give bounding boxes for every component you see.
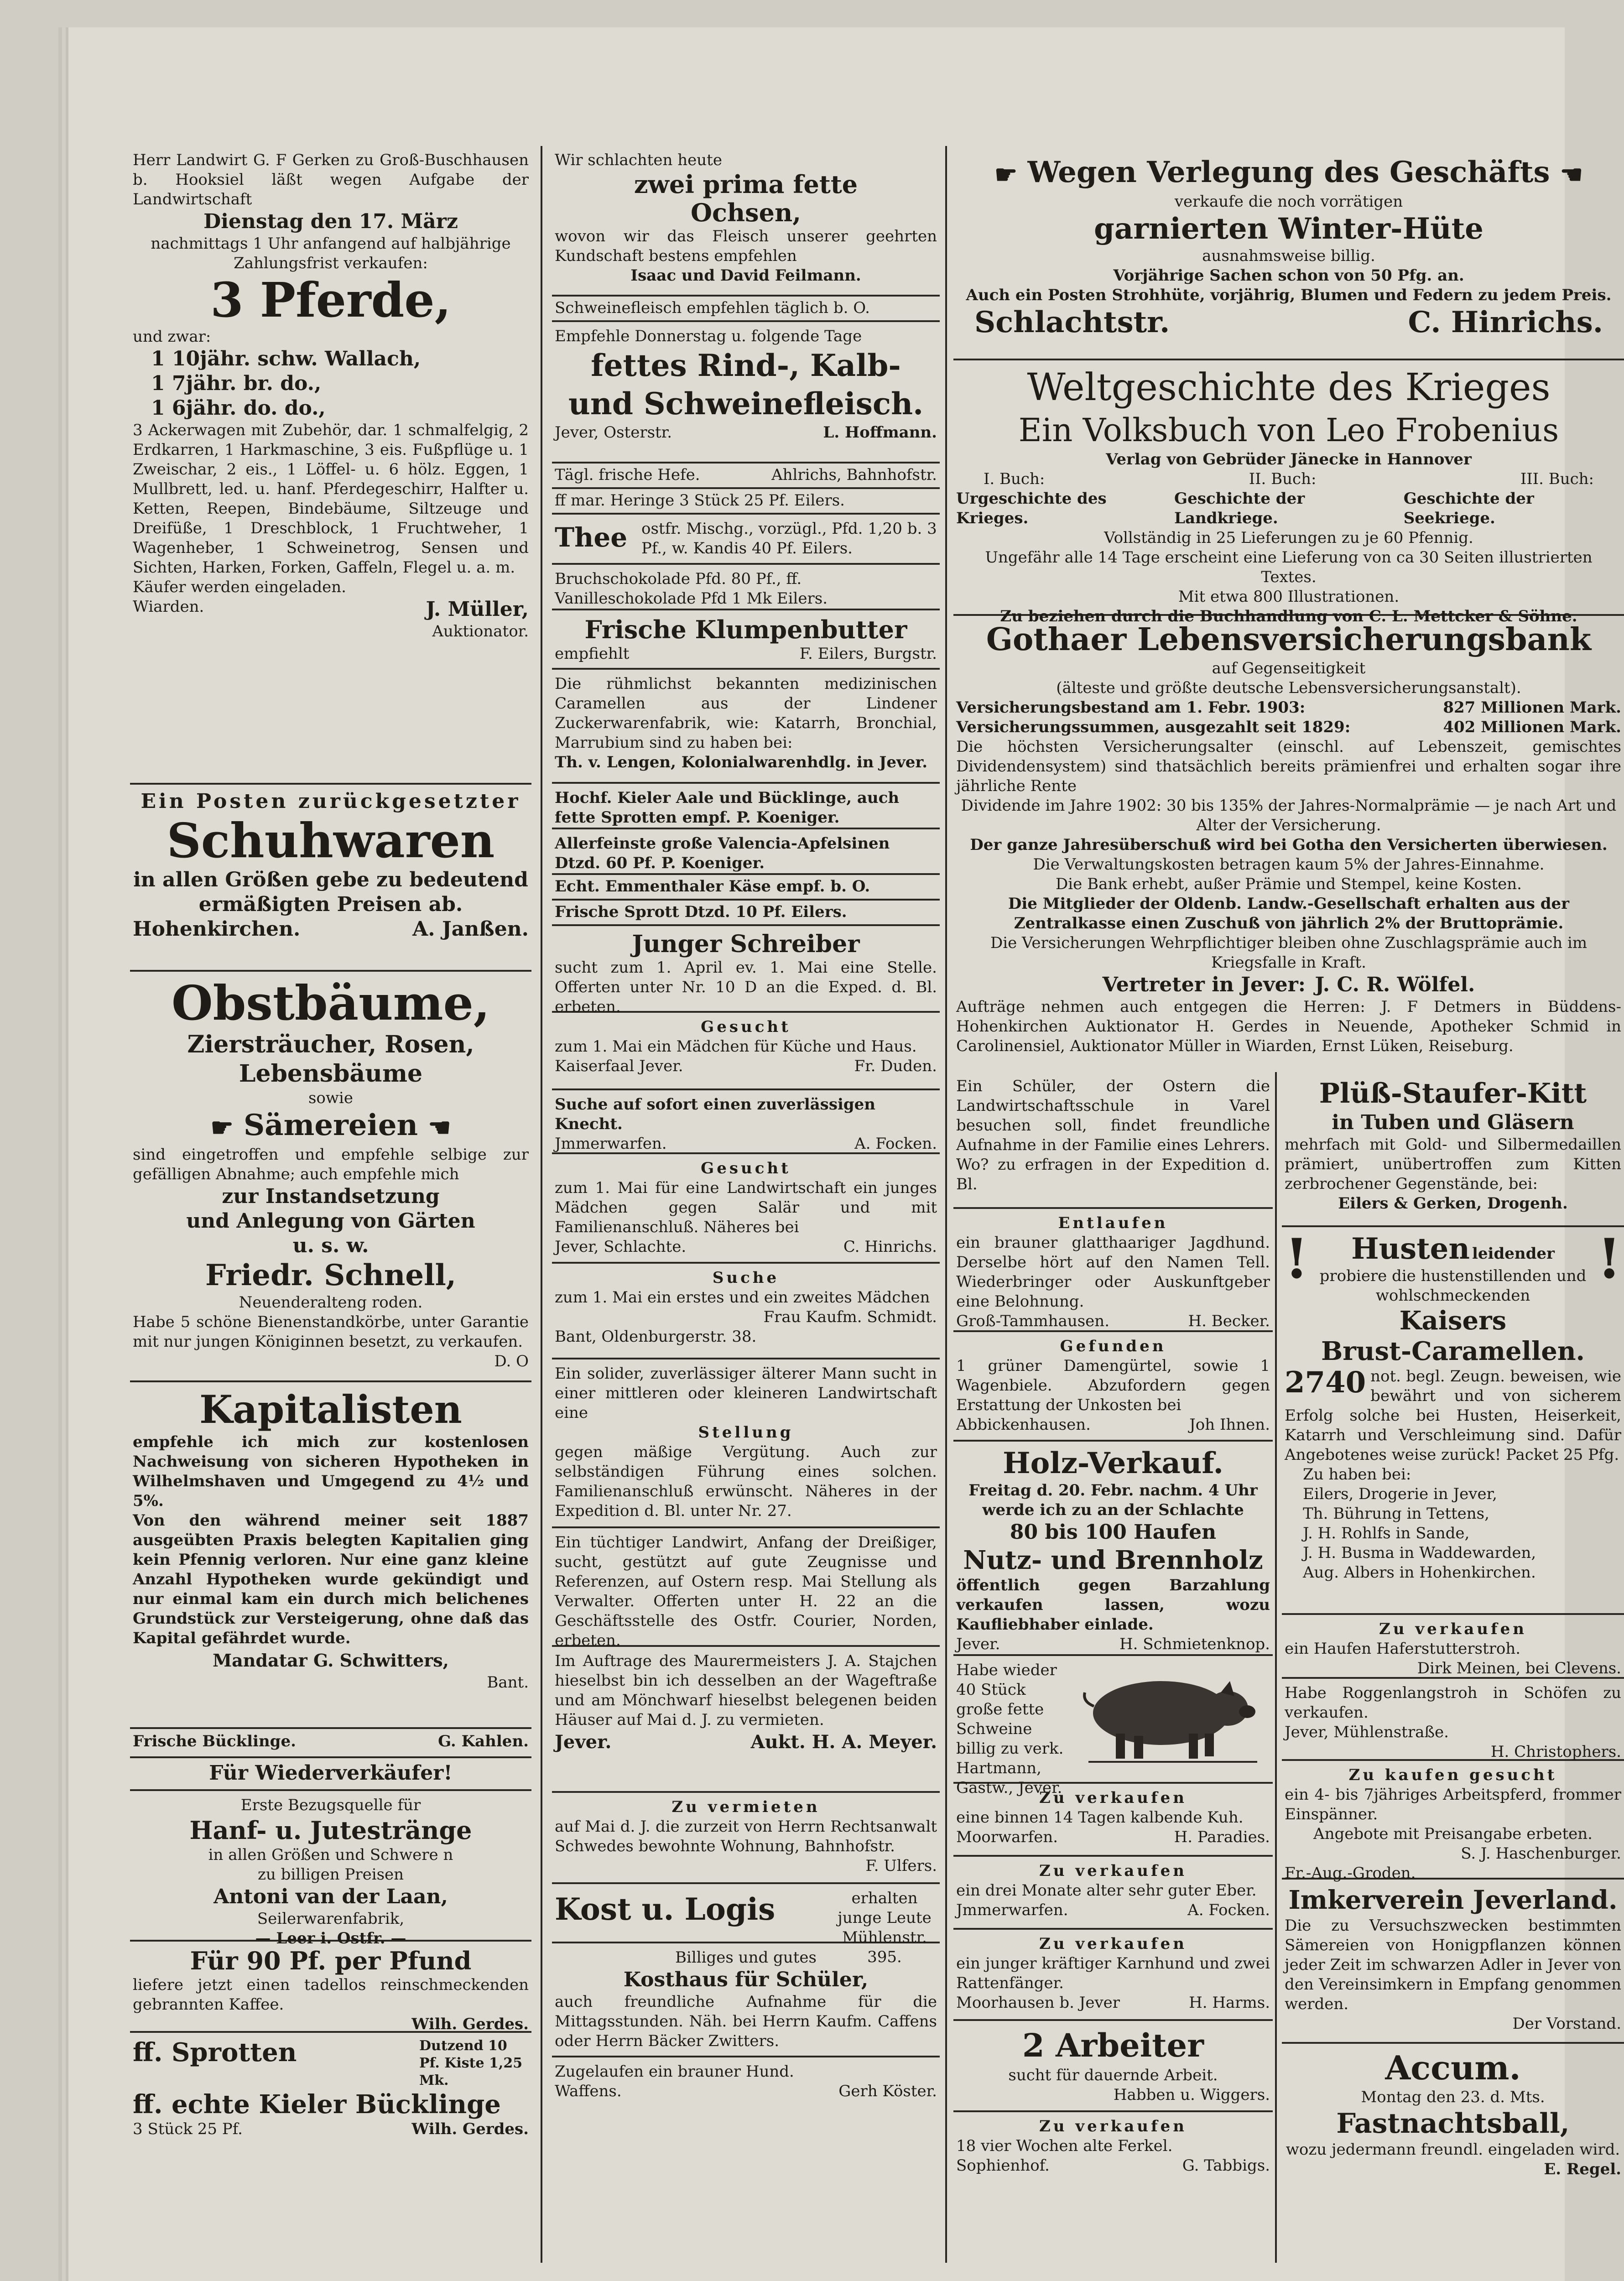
ad-title: ff. echte Kieler Bücklinge: [133, 2089, 501, 2120]
pointing-hand-icon: ☚: [428, 1112, 451, 1143]
ad-text: Ziersträucher, Rosen,: [187, 1031, 474, 1058]
ad-text: Ungefähr alle 14 Tage erscheint eine Lieferung von ca 30 Seiten illustrierten Textes.: [985, 548, 1593, 586]
ad-text: Versicherungssummen, ausgezahlt seit 1829:: [956, 718, 1351, 736]
ad-text: verkaufe die noch vorrätigen: [1174, 192, 1403, 211]
ad-gesucht-kaiserfaal: [552, 1013, 940, 1090]
ad-text: empfiehlt: [555, 645, 630, 663]
ad-signature: F. Eilers, Burgstr.: [799, 645, 937, 663]
ad-text: ein Haufen Haferstutterstroh.: [1285, 1640, 1521, 1658]
ad-subtitle: garnierten Winter-Hüte: [1094, 211, 1483, 246]
ad-text: not. begl. Zeugn. beweisen, wie bewährt und von sicherem Erfolg solche bei Husten, Heiserkeit, Katarrh und Verschleimung sind. Dafür Angebotenes weise zurück! Packet 25 Pfg.: [1285, 1367, 1621, 1464]
ad-husten: [1282, 1227, 1624, 1615]
ad-text: Die höchsten Versicherungsalter (einschl. auf Lebenszeit, gemischtes Dividendensystem) sind thatsächlich bereits prämienfrei und erhalten sogar ihre jährliche Rente: [956, 738, 1621, 795]
ad-text: Zu haben bei:: [1303, 1465, 1411, 1484]
ad-text: Ein tüchtiger Landwirt, Anfang der Dreißiger, sucht, gestützt auf gute Zeugnisse und Referenzen, auf Ostern resp. Mai Stellung als Verwalter. Offerten unter H. 22 an die Geschäftsstelle des Ostfr. Courier, Norden, erbeten.: [555, 1533, 937, 1650]
ad-text: liefere jetzt einen tadellos reinschmeckenden gebrannten Kaffee.: [133, 1976, 529, 2014]
ad-title: Gesucht: [701, 1159, 791, 1177]
ad-text: Hochf. Kieler Aale und Bücklinge, auch fette Sprotten empf. P. Koeniger.: [555, 789, 900, 827]
ad-signature: C. Hinrichs.: [1408, 305, 1603, 339]
ad-date: Dienstag den 17. März: [203, 210, 458, 233]
ad-text: Die Versicherungen Wehrpflichtiger bleiben ohne Zuschlagsprämie auch im Kriegsfalle in Kraft.: [990, 934, 1588, 972]
ad-title: Zu verkaufen: [1039, 1935, 1187, 1953]
ad-kahlen: [130, 1729, 531, 1758]
ad-text: Die Verwaltungskosten betragen kaum 5% der Jahres-Einnahme.: [1033, 855, 1545, 874]
ad-signature: A. Focken.: [854, 1135, 937, 1153]
ad-title: und Schweinefleisch.: [568, 386, 924, 422]
book-label: II. Buch:: [1249, 470, 1317, 488]
ad-subtitle: Sämereien: [243, 1108, 418, 1142]
ad-value: 827 Millionen Mark.: [1443, 698, 1621, 717]
ad-gefunden: [953, 1332, 1273, 1442]
ad-schweinefleisch-oa: [552, 297, 940, 322]
ad-text: 1 grüner Damengürtel, sowie 1 Wagenbiele. Abzufordern gegen Erstattung der Unkosten bei: [956, 1357, 1270, 1414]
dealer-item: J. H. Rohlfs in Sande,: [1303, 1524, 1470, 1542]
ad-knecht: [552, 1090, 940, 1154]
ad-title: Kosthaus für Schüler,: [623, 1968, 869, 1991]
ad-title: Für 90 Pf. per Pfund: [190, 1946, 472, 1975]
ad-text: probiere die hustenstillenden und wohlschmeckenden: [1319, 1267, 1587, 1305]
ad-text: auf Gegenseitigkeit: [1212, 659, 1366, 677]
ad-thee: [552, 515, 940, 565]
ad-place: Hohenkirchen.: [133, 917, 301, 941]
ad-signature: Isaac und David Feilmann.: [630, 266, 861, 285]
newspaper-page: [68, 27, 1621, 2281]
ad-list: 3 Ackerwagen mit Zubehör, dar. 1 schmalfelgig, 2 Erdkarren, 1 Harkmaschine, 3 eis. Fußpflüge u. 1 Zweischar, 2 eis., 1 Löffel- u. 6 hölz. Eggen, 1 Mullbrett, led. u. hanf. Pferdegeschirr, Halfter u. Ketten, Reepen, Bindebäume, Siltzeuge und Dreifüße, 1 Dreschblock, 1 Fruchtweher, 1 Wagenheber, 1 Schweinetrog, Sensen und Sichten, Harken, Forken, Gaffeln, Flegel u. a. m.: [133, 421, 529, 577]
ad-text: Die Bank erhebt, außer Prämie und Stempel, keine Kosten.: [1056, 875, 1522, 893]
ad-time: nachmittags 1 Uhr anfangend auf halbjährige Zahlungsfrist verkaufen:: [151, 234, 511, 272]
ad-signature: Fr. Duden.: [854, 1057, 937, 1075]
ad-title: Accum.: [1385, 2048, 1521, 2087]
ad-text: Tägl. frische Hefe.: [555, 466, 700, 484]
ad-title: Suche: [712, 1269, 780, 1287]
exclamation-icon: !: [1597, 1227, 1621, 1291]
ad-subtitle: Nutz- und Brennholz: [963, 1545, 1263, 1575]
ad-text: erhalten junge Leute: [838, 1889, 932, 1927]
ad-sprotten: [130, 2033, 531, 2138]
ad-text: ein brauner glatthaariger Jagdhund. Derselbe hört auf den Namen Tell. Wiederbringer oder Auskunftgeber eine Belohnung.: [956, 1234, 1270, 1311]
ad-place: Wiarden.: [133, 598, 204, 616]
horse-item: 1 7jähr. br. do.,: [151, 372, 322, 395]
ad-place: Sophienhof.: [956, 2156, 1050, 2175]
ad-text: Lebensbäume: [239, 1060, 423, 1088]
ad-title: Junger Schreiber: [632, 930, 860, 958]
ad-text: eine binnen 14 Tagen kalbende Kuh.: [956, 1808, 1244, 1827]
ad-text: Freitag d. 20. Febr. nachm. 4 Uhr werde ich zu an der Schlachte: [968, 1481, 1258, 1519]
ad-text: Billiges und gutes: [675, 1948, 817, 1967]
ad-karnhund: [953, 1930, 1273, 2021]
ad-weltgeschichte: [953, 360, 1624, 625]
ad-suche: [552, 1264, 940, 1359]
ad-roggenstroh: [1282, 1679, 1624, 1761]
ad-title: Für Wiederverkäufer!: [209, 1761, 453, 1785]
ad-title: Thee: [555, 522, 628, 553]
ad-text: in Tuben und Gläsern: [1332, 1111, 1574, 1134]
ad-title: fettes Rind-, Kalb-: [591, 348, 901, 383]
column-rule: [945, 146, 947, 2263]
ad-text: Dutzend 10 Pf. Kiste 1,25 Mk.: [419, 2038, 523, 2088]
ad-title: Plüß-Staufer-Kitt: [1319, 1078, 1587, 1109]
ad-name: Friedr. Schnell,: [205, 1258, 457, 1292]
ad-text: 3 Stück 25 Pf.: [133, 2120, 243, 2138]
ad-text: und Anlegung von Gärten: [186, 1209, 475, 1233]
ad-subtitle: Fastnachtsball,: [1336, 2108, 1570, 2140]
ad-accum: [1282, 2044, 1624, 2181]
ad-arbeitspferd: [1282, 1761, 1624, 1880]
column-4: [953, 1072, 1273, 2263]
ad-title: Gefunden: [1060, 1337, 1166, 1355]
ad-title: Wegen Verlegung des Geschäfts: [1027, 155, 1550, 189]
pointing-hand-icon: ☛: [210, 1112, 234, 1143]
column-rule: [1275, 1072, 1277, 2263]
ad-signature: C. Hinrichs.: [843, 1238, 937, 1256]
ad-signature: J. C. R. Wölfel.: [1315, 973, 1475, 996]
ad-text: Vollständig in 25 Lieferungen zu je 60 Pfennig.: [1104, 529, 1473, 547]
ad-text: 18 vier Wochen alte Ferkel.: [956, 2137, 1173, 2155]
ad-signature: F. Ulfers.: [865, 1857, 937, 1875]
ad-schweine: [953, 1656, 1273, 1797]
ad-text: Empfehle Donnerstag u. folgende Tage: [555, 327, 862, 345]
ad-place: Jever.: [956, 1635, 1000, 1653]
ad-haferstroh: [1282, 1615, 1624, 1679]
ad-text: zum 1. Mai für eine Landwirtschaft ein junges Mädchen gegen Salär und mit Familienanschluß. Näheres bei: [555, 1179, 937, 1236]
ad-text: Erste Bezugsquelle für: [240, 1796, 421, 1814]
ad-vermieten: [552, 1793, 940, 1884]
ad-title: Holz-Verkauf.: [1003, 1446, 1223, 1480]
ad-title: Imkerverein Jeverland.: [1288, 1885, 1618, 1915]
ad-subtitle: Ein Volksbuch von Leo Frobenius: [1018, 411, 1559, 449]
ad-signature: Gerh Köster.: [838, 2082, 937, 2100]
ad-signature: G. Kahlen.: [438, 1732, 529, 1750]
ad-text: gegen mäßige Vergütung. Auch zur selbständigen Führung eines solchen. Familienanschluß erwünscht. Näheres in der Expedition d. Bl. unter Nr. 27.: [555, 1443, 937, 1520]
ad-title: Zu verkaufen: [1039, 1862, 1187, 1880]
horse-item: 1 10jähr. schw. Wallach,: [151, 347, 421, 370]
ad-hinrichs-huete: [953, 151, 1624, 360]
ad-text: auch freundliche Aufnahme für die Mittagsstunden. Näh. bei Herrn Kaufm. Caffens oder Herrn Bäcker Zwitters.: [555, 1993, 937, 2050]
ad-signature-role: Auktionator.: [432, 622, 529, 641]
ad-signature: H. Christophers.: [1490, 1743, 1621, 1761]
ad-title: Husten: [1351, 1232, 1470, 1266]
ad-entlaufen: [953, 1209, 1273, 1332]
ad-text: 80 bis 100 Haufen: [1010, 1521, 1217, 1544]
ad-kaffee: [130, 1942, 531, 2033]
ad-obstbaeume: [130, 972, 531, 1382]
book-title: Urgeschichte des Krieges.: [956, 490, 1107, 527]
ad-text: Allerfeinste große Valencia-Apfelsinen Dtzd. 60 Pf. P. Koeniger.: [555, 834, 890, 872]
ad-text: öffentlich gegen Barzahlung verkaufen lassen, wozu Kaufliebhaber einlade.: [956, 1576, 1270, 1634]
ad-signature: Hartmann, Gastw., Jever.: [956, 1759, 1062, 1797]
ad-title: Stellung: [698, 1423, 794, 1442]
book-label: I. Buch:: [984, 470, 1045, 488]
ad-text: Frische Bücklinge.: [133, 1732, 296, 1750]
ad-text: Frische Sprott Dtzd. 10 Pf. Eilers.: [555, 903, 847, 921]
ad-title: Schuhwaren: [167, 812, 495, 869]
ad-text: (älteste und größte deutsche Lebensversicherungsanstalt).: [1056, 679, 1521, 697]
ad-schuhwaren: [130, 785, 531, 972]
ad-gesucht-hinrichs: [552, 1154, 940, 1264]
ad-text: wozu jedermann freundl. eingeladen wird.: [1286, 2140, 1620, 2159]
ad-signature: A. Focken.: [1187, 1901, 1270, 1919]
ad-name: Antoni van der Laan,: [213, 1885, 448, 1908]
ad-text: Ein Schüler, der Ostern die Landwirtschaftsschule in Varel besuchen soll, findet freundliche Aufnahme in der Familie eines Lehrers. Wo? zu erfragen in der Expedition d. Bl.: [956, 1077, 1270, 1193]
ad-text: Von den während meiner seit 1887 ausgeübten Praxis belegten Kapitalien ging kein Pfennig verloren. Nur eine ganz kleine Anzahl Hypotheken wurde gekündigt und nur einmal kam ein durch mich belichenes Grundstück zur Versteigerung, ohne daß das Kapital gefährdet wurde.: [133, 1511, 529, 1647]
ad-gerken-auction: [130, 146, 531, 785]
ad-place: Jmmerwarfen.: [956, 1901, 1068, 1919]
ad-text: sucht zum 1. April ev. 1. Mai eine Stelle. Offerten unter Nr. 10 D an die Exped. d. Bl. erbeten.: [555, 958, 937, 1016]
book-title: Geschichte der Seekriege.: [1403, 490, 1534, 527]
column-5: [1282, 1072, 1624, 2263]
ad-title: Weltgeschichte des Krieges: [1027, 366, 1551, 409]
ad-text: leidender: [1472, 1245, 1555, 1263]
ad-place: Waffens.: [555, 2082, 622, 2100]
ad-title: Frische Klumpenbutter: [584, 615, 907, 644]
ad-hoffmann: [552, 322, 940, 463]
ad-hund: [552, 2057, 940, 2112]
ad-caramellen: [552, 670, 940, 784]
ad-text: Seilerwarenfabrik,: [257, 1910, 405, 1928]
ad-signature: Th. v. Lengen, Kolonialwarenhdlg. in Jever.: [555, 753, 928, 771]
pig-illustration: [1070, 1661, 1262, 1770]
ad-place: Fr.-Aug.-Groden.: [1285, 1864, 1416, 1882]
ad-text: Angebote mit Preisangabe erbeten.: [1313, 1825, 1593, 1843]
ad-signature: G. Tabbigs.: [1182, 2156, 1270, 2175]
ad-gothaer: [953, 616, 1624, 1068]
ad-aale: [552, 784, 940, 829]
book-label: III. Buch:: [1520, 470, 1594, 488]
ad-signature: Eilers & Gerken, Drogenh.: [1338, 1194, 1568, 1213]
ad-signature: L. Hoffmann.: [823, 423, 937, 442]
ad-kaese: [552, 875, 940, 901]
ad-signature: A. Janßen.: [412, 917, 529, 941]
ad-text: in allen Größen und Schwere n: [208, 1846, 453, 1864]
ad-place: Moorhausen b. Jever: [956, 1994, 1120, 2012]
ad-title: 2 Arbeiter: [1022, 2026, 1204, 2064]
pointing-hand-icon: ☚: [1560, 159, 1583, 190]
ad-kitt: [1282, 1072, 1624, 1227]
ad-title: Ochsen,: [691, 198, 801, 227]
ad-ferkel: [953, 2112, 1273, 2185]
ad-text: Ein solider, zuverlässiger älterer Mann sucht in einer mittleren oder kleineren Landwirtschaft eine: [555, 1364, 937, 1422]
ad-text: wovon wir das Fleisch unserer geehrten Kundschaft bestens empfehlen: [555, 227, 937, 265]
ad-text: Der ganze Jahresüberschuß wird bei Gotha den Versicherten überwiesen.: [970, 836, 1608, 854]
ad-place: Jever.: [555, 1731, 612, 1753]
ad-title: Zu verkaufen: [1379, 1620, 1527, 1638]
ad-text: Echt. Emmenthaler Käse empf. b. O.: [555, 877, 870, 896]
ad-place: Jmmerwarfen.: [555, 1135, 667, 1153]
ad-signature: Aukt. H. A. Meyer.: [750, 1731, 937, 1753]
ad-place: Moorwarfen.: [956, 1828, 1058, 1846]
ad-text: — Leer i. Ostfr. —: [255, 1929, 406, 1948]
ad-ochsen: [552, 146, 940, 297]
column-rule: [541, 146, 542, 2263]
ad-signature: H. Harms.: [1189, 1994, 1270, 2012]
ad-stellung: [552, 1359, 940, 1528]
ad-text: Ein Posten zurückgesetzter: [141, 790, 521, 813]
ad-text: ein 4- bis 7jähriges Arbeitspferd, frommer Einspänner.: [1285, 1786, 1621, 1823]
ad-address: Schlachtstr.: [974, 305, 1170, 339]
ad-text: Die rühmlichst bekannten medizinischen Caramellen aus der Lindener Zuckerwarenfabrik, wie: Katarrh, Bronchial, Marrubium sind zu haben bei:: [555, 675, 937, 752]
pointing-hand-icon: ☛: [994, 159, 1018, 190]
ad-maurermeister: [552, 1647, 940, 1793]
ad-arbeiter: [953, 2021, 1273, 2112]
ad-signature: S. J. Haschenburger.: [1461, 1844, 1621, 1863]
column-2: [552, 146, 940, 2263]
ad-place: Jever, Osterstr.: [555, 423, 672, 442]
ad-signature: D. O: [494, 1352, 529, 1370]
ad-title: Zu verkaufen: [1039, 1789, 1187, 1807]
ad-text: Auch ein Posten Strohhüte, vorjährig, Blumen und Federn zu jedem Preis.: [966, 286, 1612, 304]
ad-signature: H. Schmietenknop.: [1119, 1635, 1270, 1653]
ad-title: Kost u. Logis: [555, 1891, 776, 1927]
ad-title: Zu kaufen gesucht: [1348, 1766, 1557, 1784]
ad-text: Habe wieder 40 Stück große fette Schweine billig zu verk.: [956, 1661, 1064, 1758]
ad-schokolade: [552, 565, 940, 610]
ad-signature: Ahlrichs, Bahnhofstr.: [771, 466, 937, 484]
ad-imkerverein: [1282, 1880, 1624, 2044]
book-title: Geschichte der Landkriege.: [1174, 490, 1305, 527]
ad-text: Zugelaufen ein brauner Hund.: [555, 2062, 794, 2081]
ad-number: 2740: [1285, 1365, 1366, 1400]
ad-schreiber: [552, 926, 940, 1016]
horse-item: 1 6jähr. do. do.,: [151, 396, 326, 420]
ad-text: Vertreter in Jever:: [1102, 973, 1306, 996]
ad-text: Die Mitglieder der Oldenb. Landw.-Gesellschaft erhalten aus der Zentralkasse einen Zuschuß von jährlich 2% der Bruttoprämie.: [1008, 895, 1570, 932]
ad-text: Zu beziehen durch die Buchhandlung von C. L. Mettcker & Söhne.: [1000, 607, 1577, 625]
ad-place: Jever, Schlachte.: [555, 1238, 687, 1256]
ad-signature: J. Müller,: [426, 598, 529, 621]
ad-place: Jever, Mühlenstraße.: [1285, 1723, 1449, 1741]
ad-value: 402 Millionen Mark.: [1443, 718, 1621, 736]
ad-text: zur Instandsetzung: [222, 1184, 440, 1208]
ad-text: zum 1. Mai ein Mädchen für Küche und Haus.: [555, 1037, 917, 1056]
ad-name: Kaisers: [1399, 1306, 1507, 1336]
ad-text: zum 1. Mai ein erstes und ein zweites Mädchen: [555, 1288, 930, 1307]
ad-signature: Wilh. Gerdes.: [411, 2015, 529, 2033]
ad-text: Wir schlachten heute: [555, 151, 722, 169]
ad-title: ff. Sprotten: [133, 2037, 297, 2067]
ad-text: mehrfach mit Gold- und Silbermedaillen prämiert, unübertroffen zum Kitten zerbrochener Gegenstände, bei:: [1285, 1135, 1621, 1193]
ad-title: Kapitalisten: [199, 1387, 462, 1432]
ad-text: Vorjährige Sachen schon von 50 Pfg. an.: [1113, 266, 1464, 285]
ad-signature: E. Regel.: [1544, 2160, 1621, 2178]
ad-text: zu billigen Preisen: [257, 1865, 404, 1884]
ad-title: Zu verkaufen: [1039, 2117, 1187, 2135]
ad-title: Gothaer Lebensversicherungsbank: [986, 621, 1592, 658]
ad-text: sind eingetroffen und empfehle selbige zur gefälligen Abnahme; auch empfehle mich: [133, 1145, 529, 1183]
dealer-item: J. H. Busma in Waddewarden,: [1303, 1544, 1536, 1562]
ad-apfelsinen: [552, 829, 940, 875]
ad-text: Habe 5 schöne Bienenstandkörbe, unter Garantie mit nur jungen Königinnen besetzt, zu verkaufen.: [133, 1312, 529, 1351]
column-1: [130, 146, 531, 2263]
ad-signature: Der Vorstand.: [1512, 2015, 1621, 2033]
ad-publisher: Verlag von Gebrüder Jänecke in Hannover: [1106, 450, 1472, 469]
ad-text: empfehle ich mich zur kostenlosen Nachweisung von sicheren Hypotheken in Wilhelmshaven und Umgegend zu 4½ und 5%.: [133, 1433, 529, 1510]
ad-text: Die zu Versuchszwecken bestimmten Sämereien von Honigpflanzen können jeder Zeit im schwarzen Adler in Jever von den Vereinsimkern in Empfang genommen werden.: [1285, 1916, 1621, 2013]
ad-landwirt: [552, 1528, 940, 1650]
ad-signature: H. Becker.: [1188, 1312, 1270, 1330]
ad-text: auf Mai d. J. die zurzeit von Herrn Rechtsanwalt Schwedes bewohnte Wohnung, Bahnhofstr.: [555, 1818, 937, 1855]
ad-title: 3 Pferde,: [210, 272, 451, 328]
ad-text: Mit etwa 800 Illustrationen.: [1178, 588, 1400, 606]
ad-title: Obstbäume,: [171, 975, 490, 1031]
ad-eber: [953, 1857, 1273, 1930]
ad-text: und zwar:: [133, 328, 211, 346]
ad-title: zwei prima fette: [634, 170, 858, 199]
ad-text: in allen Größen gebe zu bedeutend ermäßigten Preisen ab.: [133, 868, 528, 916]
ad-text: Dividende im Jahre 1902: 30 bis 135% der Jahres-Normalprämie — je nach Art und Alter der Versicherung.: [961, 797, 1617, 834]
dealer-item: Aug. Albers in Hohenkirchen.: [1303, 1563, 1536, 1582]
exclamation-icon: !: [1285, 1227, 1309, 1291]
ad-title: Hanf- u. Jutestränge: [189, 1816, 472, 1845]
ad-text: ein drei Monate alter sehr guter Eber.: [956, 1881, 1257, 1900]
ad-signature: Mandatar G. Schwitters,: [213, 1650, 449, 1671]
ad-schueler: [953, 1072, 1273, 1209]
dealer-item: Eilers, Drogerie in Jever,: [1303, 1485, 1497, 1503]
ad-text: Versicherungsbestand am 1. Febr. 1903:: [956, 698, 1306, 717]
ad-holz: [953, 1442, 1273, 1656]
ad-text: Suche auf sofort einen zuverlässigen Knecht.: [555, 1095, 876, 1133]
ad-address: Mühlenstr. 395.: [842, 1928, 927, 1966]
ad-text: u. s. w.: [292, 1234, 369, 1257]
ad-signature: Joh Ihnen.: [1189, 1416, 1270, 1434]
ad-place: Kaiserfaal Jever.: [555, 1057, 683, 1075]
ad-text: ausnahmsweise billig.: [1202, 246, 1375, 265]
ad-text: Käufer werden eingeladen.: [133, 578, 346, 596]
ad-text: ostfr. Mischg., vorzügl., Pfd. 1,20 b. 3 Pf., w. Kandis 40 Pf. Eilers.: [641, 520, 937, 557]
ad-klumpenbutter: [552, 610, 940, 670]
ad-text: Schweinefleisch empfehlen täglich b. O.: [555, 299, 870, 317]
ad-text: ff mar. Heringe 3 Stück 25 Pf. Eilers.: [555, 491, 845, 510]
ad-title: Entlaufen: [1058, 1214, 1168, 1232]
ad-kapitalisten: [130, 1382, 531, 1729]
ad-text: sucht für dauernde Arbeit.: [1008, 2066, 1218, 2084]
ad-place: Bant.: [487, 1673, 529, 1692]
ad-intro: Herr Landwirt G. F Gerken zu Groß-Buschhausen b. Hooksiel läßt wegen Aufgabe der Landwirtschaft: [133, 151, 529, 208]
ad-hanf: [130, 1791, 531, 1948]
column-3-wide: [953, 151, 1624, 1068]
ad-heringe: [552, 489, 940, 515]
ad-hefe: [552, 463, 940, 489]
ad-place: Neuenderalteng roden.: [239, 1293, 423, 1312]
ad-sprott: [552, 901, 940, 926]
ad-title: Gesucht: [701, 1018, 791, 1036]
ad-place: Groß-Tammhausen.: [956, 1312, 1109, 1330]
ad-text: ein junger kräftiger Karnhund und zwei Rattenfänger.: [956, 1954, 1270, 1992]
ad-signature: Frau Kaufm. Schmidt.: [763, 1308, 937, 1326]
ad-signature: H. Paradies.: [1174, 1828, 1270, 1846]
ad-subtitle: Brust-Caramellen.: [1321, 1336, 1585, 1366]
ad-text: Montag den 23. d. Mts.: [1361, 2088, 1545, 2106]
dealer-item: Th. Bührung in Tettens,: [1303, 1505, 1489, 1523]
ad-text: Bruchschokolade Pfd. 80 Pf., ff. Vanilleschokolade Pfd 1 Mk Eilers.: [555, 570, 828, 608]
ad-signature: Habben u. Wiggers.: [1113, 2086, 1270, 2104]
ad-text: Habe Roggenlangstroh in Schöfen zu verkaufen.: [1285, 1684, 1621, 1722]
ad-place: Bant, Oldenburgerstr. 38.: [555, 1328, 757, 1346]
ad-text: Im Auftrage des Maurermeisters J. A. Stajchen hieselbst bin ich desselben an der Wageftraße und am Mönchwarf hieselbst belegenen beiden Häuser auf Mai d. J. zu vermieten.: [555, 1652, 937, 1729]
ad-signature: Wilh. Gerdes.: [411, 2120, 529, 2138]
ad-text: sowie: [308, 1089, 353, 1107]
ad-title: Zu vermieten: [671, 1798, 820, 1816]
ad-signature: Dirk Meinen, bei Clevens.: [1417, 1659, 1621, 1677]
ad-place: Abbickenhausen.: [956, 1416, 1091, 1434]
ad-text: Aufträge nehmen auch entgegen die Herren: J. F Detmers in Büddens-Hohenkirchen Auktionator H. Gerdes in Neuende, Apotheker Schmid in Carolinensiel, Auktionator Müller in Wiarden, Ernst Lüken, Reiseburg.: [956, 998, 1621, 1055]
ad-wiederverkaeufer: [130, 1758, 531, 1791]
